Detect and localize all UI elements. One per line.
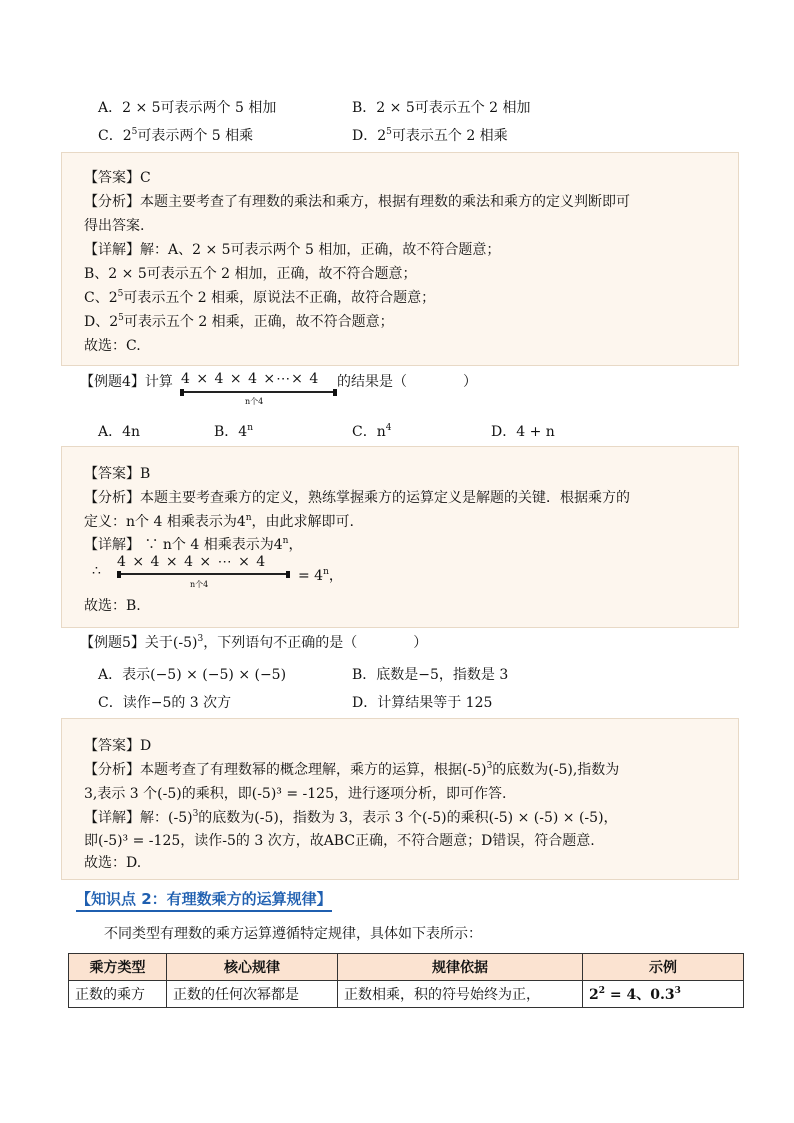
answer-4-label: 【答案】B	[84, 466, 151, 482]
example-4-option-a: A．4n	[98, 424, 141, 440]
q3-option-c	[98, 125, 253, 145]
example-5-question-sup: 3	[197, 634, 204, 644]
example-5-question-pre: 【例题5】关于(-5)	[80, 635, 198, 651]
example-exp-2: 3	[674, 986, 681, 996]
detail-4-expression: 4 × 4 × 4 × ⋯ × 4	[117, 554, 267, 570]
example-4-option-c-sup: 4	[385, 423, 392, 433]
detail-5-line-1-sup: 3	[192, 809, 199, 819]
detail-4-line-1-post: ，	[288, 537, 303, 553]
q3-option-d-post: 可表示五个 2 相乘	[391, 128, 508, 144]
detail-4-underbrace-right-end	[286, 571, 290, 578]
table-header-basis: 规律依据	[338, 954, 583, 981]
example-5-question-post: ，下列语句不正确的是（ ）	[203, 635, 428, 651]
example-4-underbrace	[182, 391, 336, 393]
analysis-5-line-1	[84, 759, 619, 779]
detail-5-line-1-post: 的底数为(-5)，指数为 3，表示 3 个(-5)的乘积(-5) × (-5) × (-5)，	[198, 810, 618, 826]
example-4-option-b	[214, 421, 253, 441]
analysis-5-line-1-pre: 【分析】本题考查了有理数幂的概念理解，乘方的运算，根据(-5)	[84, 762, 487, 778]
table-cell-example	[583, 981, 744, 1008]
detail-3-line-3-sup: 5	[117, 289, 124, 299]
analysis-5-line-2: 3,表示 3 个(-5)的乘积，即(-5)³ = -125，进行逐项分析，即可作答.	[84, 786, 507, 802]
example-4-option-c-pre: C．n	[352, 424, 386, 440]
example-5-option-d: D．计算结果等于 125	[352, 695, 493, 711]
example-5-question	[80, 632, 427, 652]
detail-5-line-1	[84, 807, 618, 827]
analysis-4-line-2-sup: n	[245, 513, 252, 523]
example-4-option-b-pre: B．4	[214, 424, 248, 440]
detail-5-line-1-pre: 【详解】解：(-5)	[84, 810, 193, 826]
example-4-option-d: D．4 + n	[491, 424, 555, 440]
table-header-example: 示例	[583, 954, 744, 981]
choice-4: 故选：B.	[84, 598, 141, 614]
detail-4-equals-sup: n	[323, 567, 329, 577]
detail-5-line-2: 即(-5)³ = -125，读作-5的 3 次方，故ABC正确，不符合题意；D错误，符合题意.	[84, 833, 595, 849]
q3-option-d-pre: D．2	[352, 128, 387, 144]
detail-4-underbrace-label: n个4	[190, 580, 209, 589]
detail-3-line-4	[84, 311, 394, 331]
power-rules-table	[68, 953, 744, 1008]
answer-box-5	[61, 718, 739, 880]
detail-3-line-2: B、2 × 5可表示五个 2 相加，正确，故不符合题意；	[84, 266, 417, 282]
analysis-3-line-2: 得出答案.	[84, 218, 145, 234]
q3-option-b: B．2 × 5可表示五个 2 相加	[352, 100, 531, 116]
example-5-option-b: B．底数是−5，指数是 3	[352, 667, 509, 683]
detail-3-line-3-post: 可表示五个 2 相乘，原说法不正确，故符合题意；	[123, 290, 436, 306]
example-4-option-c	[352, 421, 391, 441]
analysis-5-line-1-sup: 3	[486, 761, 493, 771]
example-4-underbrace-right-end	[333, 389, 337, 396]
knowledge-point-2-intro: 不同类型有理数的乘方运算遵循特定规律，具体如下表所示：	[104, 926, 482, 942]
example-exp-1: 2	[598, 986, 606, 996]
q3-option-c-post: 可表示两个 5 相乘	[137, 128, 254, 144]
example-4-expression: 4 × 4 × 4 ×⋯× 4	[181, 371, 320, 387]
detail-3-line-3	[84, 287, 435, 307]
table-header-row	[69, 954, 744, 981]
table-header-type: 乘方类型	[69, 954, 167, 981]
knowledge-point-2-title: 【知识点 2：有理数乘方的运算规律】	[76, 888, 332, 912]
detail-4-line-1-sup: n	[282, 536, 289, 546]
detail-3-line-3-pre: C、2	[84, 290, 118, 306]
detail-4-equals-pre: = 4	[298, 568, 324, 584]
answer-box-4	[61, 446, 739, 628]
q3-option-c-sup: 5	[131, 127, 138, 137]
detail-3-line-4-post: 可表示五个 2 相乘，正确，故不符合题意；	[123, 314, 394, 330]
example-4-underbrace-label: n个4	[245, 397, 264, 406]
table-row	[69, 981, 744, 1008]
example-4-suffix: 的结果是（ ）	[337, 374, 477, 390]
analysis-4-line-1: 【分析】本题主要考查乘方的定义，熟练掌握乘方的运算定义是解题的关键．根据乘方的	[84, 490, 630, 506]
choice-3: 故选：C.	[84, 338, 141, 354]
example-mid: = 4、0.3	[605, 987, 675, 1003]
detail-4-equals	[298, 565, 343, 585]
q3-option-a: A．2 × 5可表示两个 5 相加	[98, 100, 277, 116]
q3-option-d-sup: 5	[386, 127, 392, 137]
example-5-option-a: A．表示(−5) × (−5) × (−5)	[98, 667, 287, 683]
choice-5: 故选：D.	[84, 855, 142, 871]
example-4-underbrace-left-end	[180, 389, 184, 396]
detail-3-line-1: 【详解】解：A、2 × 5可表示两个 5 相加，正确，故不符合题意；	[84, 242, 501, 258]
analysis-4-line-2	[84, 511, 354, 531]
therefore-symbol: ∴	[92, 563, 101, 579]
detail-4-equals-post: ，	[328, 568, 343, 584]
analysis-3-line-1: 【分析】本题主要考查了有理数的乘法和乘方，根据有理数的乘法和乘方的定义判断即可	[84, 194, 630, 210]
table-cell-rule: 正数的任何次幂都是	[167, 981, 338, 1008]
q3-option-c-pre: C．2	[98, 128, 132, 144]
answer-box-3	[61, 152, 739, 366]
table-header-rule: 核心规律	[167, 954, 338, 981]
example-4-prefix: 【例题4】计算	[80, 374, 173, 390]
detail-4-underbrace-left-end	[117, 571, 121, 578]
example-4-option-b-sup: n	[247, 423, 253, 433]
answer-3-label: 【答案】C	[84, 170, 151, 186]
detail-4-underbrace	[119, 573, 289, 575]
analysis-4-line-2-post: ，由此求解即可.	[251, 514, 354, 530]
q3-option-d	[352, 125, 508, 145]
detail-3-line-4-sup: 5	[118, 313, 124, 323]
table-cell-basis: 正数相乘，积的符号始终为正，	[338, 981, 583, 1008]
example-5-option-c: C．读作−5的 3 次方	[98, 695, 232, 711]
analysis-5-line-1-post: 的底数为(-5),指数为	[492, 762, 620, 778]
analysis-4-line-2-pre: 定义：n个 4 相乘表示为4	[84, 514, 246, 530]
detail-3-line-4-pre: D、2	[84, 314, 119, 330]
example-base-1: 2	[589, 987, 599, 1003]
detail-4-line-1	[84, 534, 302, 554]
table-cell-type: 正数的乘方	[69, 981, 167, 1008]
answer-5-label: 【答案】D	[84, 738, 152, 754]
detail-4-line-1-pre: 【详解】 ∵ n个 4 相乘表示为4	[84, 537, 283, 553]
